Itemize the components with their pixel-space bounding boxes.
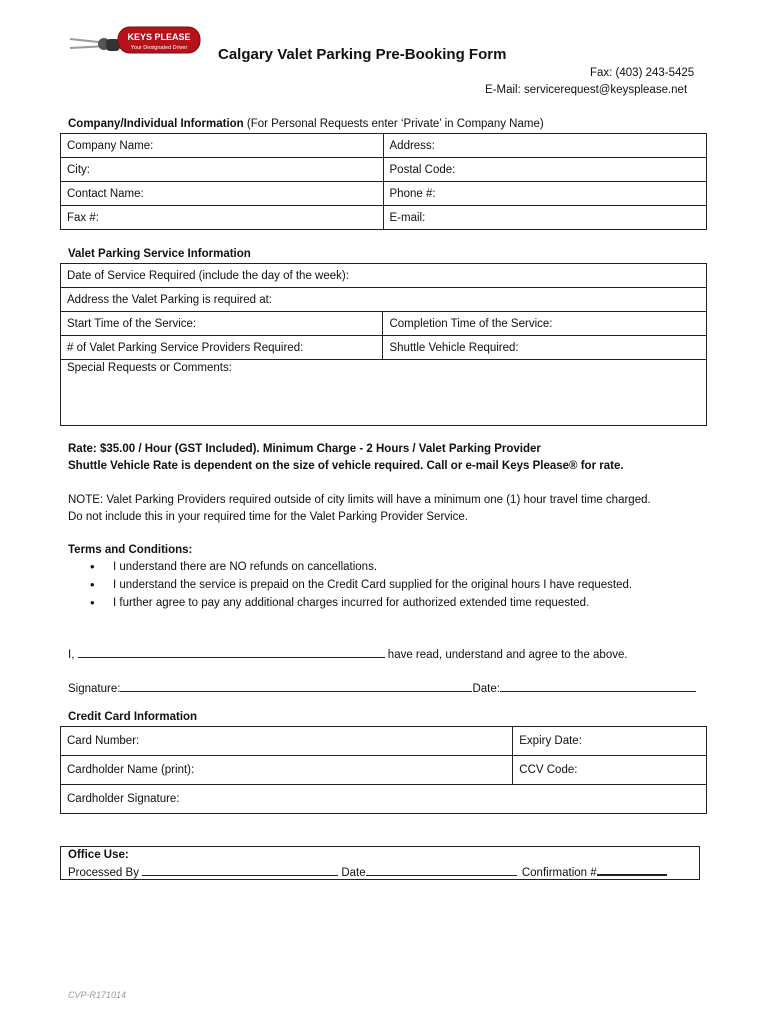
postal-code-field[interactable]: Postal Code:: [383, 158, 707, 182]
note-line-1: NOTE: Valet Parking Providers required outside of city limits will have a minimum one (1) hour travel time charged.: [68, 494, 651, 506]
cardholder-signature-field[interactable]: Cardholder Signature:: [61, 785, 707, 814]
company-name-field[interactable]: Company Name:: [61, 134, 384, 158]
office-use-line: [68, 862, 692, 879]
email-field[interactable]: E-mail:: [383, 206, 707, 230]
signature-blank[interactable]: [120, 679, 472, 692]
note-line-2: Do not include this in your required time for the Valet Parking Provider Service.: [68, 511, 468, 523]
company-section-heading: [68, 118, 544, 130]
company-heading: Company/Individual Information: [68, 118, 244, 130]
valet-info-table: [60, 263, 707, 426]
shuttle-vehicle-field[interactable]: Shuttle Vehicle Required:: [383, 336, 707, 360]
confirmation-label: Confirmation #: [521, 867, 597, 879]
card-number-field[interactable]: Card Number:: [61, 727, 513, 756]
start-time-field[interactable]: Start Time of the Service:: [61, 312, 383, 336]
special-requests-field[interactable]: Special Requests or Comments:: [61, 360, 707, 426]
office-date-label: Date: [341, 867, 366, 879]
date-of-service-field[interactable]: Date of Service Required (include the day of the week):: [61, 264, 707, 288]
contact-name-field[interactable]: Contact Name:: [61, 182, 384, 206]
cardholder-name-field[interactable]: Cardholder Name (print):: [61, 756, 513, 785]
terms-item: • I further agree to pay any additional charges incurred for authorized extended time requested.: [68, 594, 632, 612]
valet-section-heading: Valet Parking Service Information: [68, 248, 251, 260]
email-address: E-Mail: servicerequest@keysplease.net: [485, 84, 688, 96]
terms-item: • I understand the service is prepaid on the Credit Card supplied for the original hours I have requested.: [68, 576, 632, 594]
date-blank[interactable]: [500, 679, 696, 692]
form-revision-code: CVP-R171014: [68, 990, 127, 1000]
credit-card-table: [60, 726, 707, 814]
date-label: Date:: [472, 683, 500, 695]
agreement-prefix: I,: [68, 649, 75, 661]
office-use-heading: Office Use:: [68, 849, 129, 861]
agreement-line: [68, 645, 628, 661]
company-info-table: [60, 133, 707, 230]
signature-label: Signature:: [68, 683, 121, 695]
rate-line-2: Shuttle Vehicle Rate is dependent on the size of vehicle required. Call or e-mail Keys Please® for rate.: [68, 460, 624, 472]
service-address-field[interactable]: Address the Valet Parking is required at:: [61, 288, 707, 312]
fax-number: Fax: (403) 243-5425: [590, 67, 695, 79]
signature-line: [68, 679, 696, 695]
terms-heading: Terms and Conditions:: [68, 544, 193, 556]
logo-text: KEYS PLEASE: [127, 32, 191, 42]
processed-by-label: Processed By: [68, 867, 139, 879]
keys-please-logo: [68, 26, 203, 66]
agreement-suffix: have read, understand and agree to the above.: [387, 649, 628, 661]
expiry-date-field[interactable]: Expiry Date:: [513, 727, 707, 756]
rate-line-1: Rate: $35.00 / Hour (GST Included). Minimum Charge - 2 Hours / Valet Parking Provider: [68, 443, 541, 455]
terms-list: [68, 558, 632, 612]
office-use-box: [60, 846, 700, 880]
confirmation-blank[interactable]: [597, 862, 667, 876]
completion-time-field[interactable]: Completion Time of the Service:: [383, 312, 707, 336]
ccv-code-field[interactable]: CCV Code:: [513, 756, 707, 785]
providers-count-field[interactable]: # of Valet Parking Service Providers Required:: [61, 336, 383, 360]
car-keys-icon: [70, 38, 120, 51]
office-date-blank[interactable]: [366, 863, 517, 876]
agreement-name-blank[interactable]: [78, 645, 385, 658]
form-title: Calgary Valet Parking Pre-Booking Form: [218, 46, 507, 63]
city-field[interactable]: City:: [61, 158, 384, 182]
processed-by-blank[interactable]: [142, 863, 338, 876]
terms-item: • I understand there are NO refunds on cancellations.: [68, 558, 632, 576]
logo-tagline: Your Designated Driver: [130, 45, 188, 51]
fax-field[interactable]: Fax #:: [61, 206, 384, 230]
credit-card-heading: Credit Card Information: [68, 711, 198, 723]
company-heading-note: (For Personal Requests enter ‘Private’ in Company Name): [243, 118, 544, 130]
phone-field[interactable]: Phone #:: [383, 182, 707, 206]
address-field[interactable]: Address:: [383, 134, 707, 158]
